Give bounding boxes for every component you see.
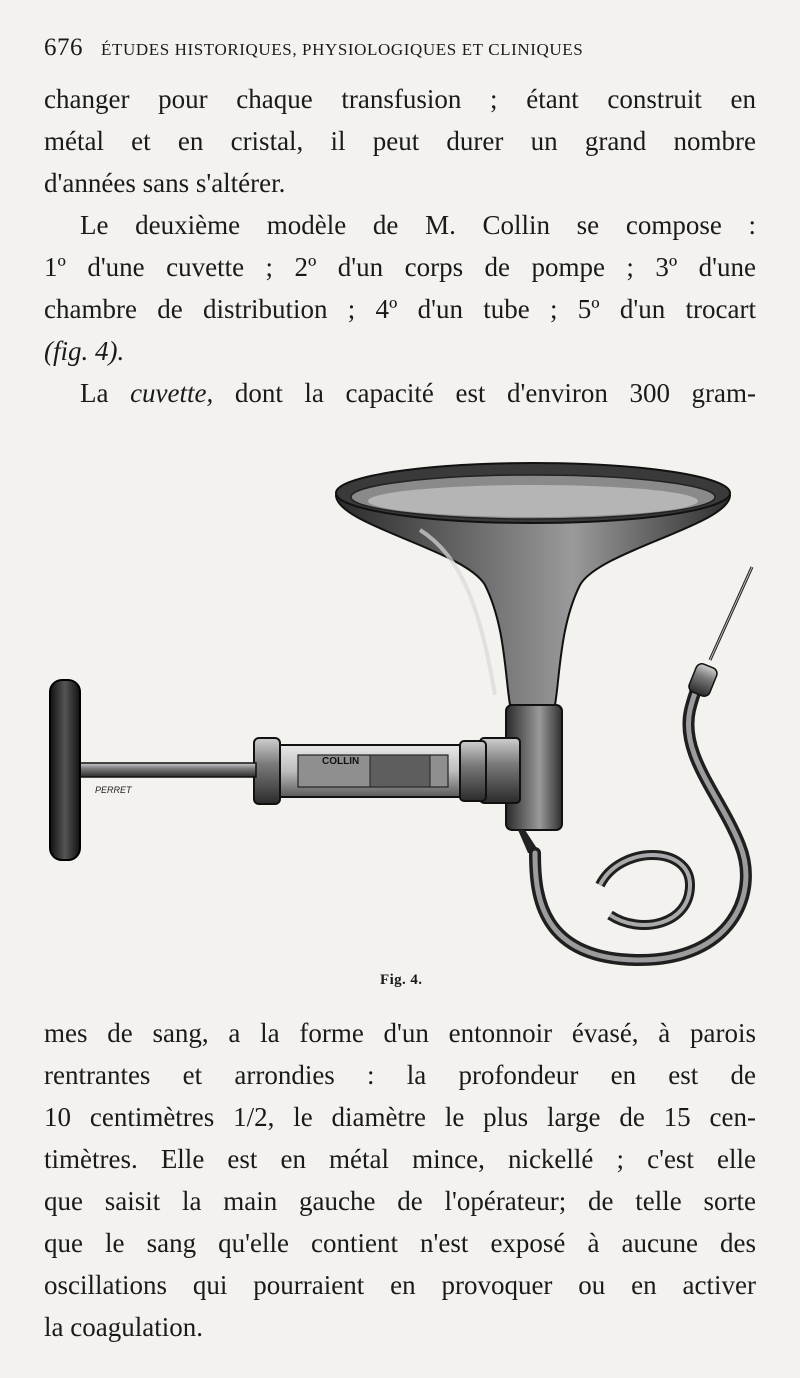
- distribution-chamber: [480, 705, 562, 853]
- text-line: timètres. Elle est en métal mince, nickellé ; c'est elle: [44, 1144, 756, 1174]
- pump-barrel: [254, 738, 486, 804]
- text-line: 1º d'une cuvette ; 2º d'un corps de pompe ; 3º d'une: [44, 252, 756, 282]
- paragraph-top: [44, 78, 756, 414]
- text-line: d'années sans s'altérer.: [44, 168, 286, 198]
- text-line: rentrantes et arrondies : la profondeur en est de: [44, 1060, 756, 1090]
- cuvette-funnel: [336, 463, 730, 705]
- page-number: 676: [44, 34, 83, 61]
- text-line: que saisit la main gauche de l'opérateur; de telle sorte: [44, 1186, 756, 1216]
- text-line: oscillations qui pourraient en provoquer ou en activer: [44, 1270, 756, 1300]
- text-line: chambre de distribution ; 4º d'un tube ; 5º d'un trocart: [44, 294, 756, 324]
- barrel-label: COLLIN: [322, 756, 360, 767]
- text-line: (fig. 4).: [44, 336, 125, 366]
- rubber-tube: [535, 680, 746, 960]
- text-span: dont la capacité est d'environ 300 gram-: [213, 378, 756, 408]
- text-line: mes de sang, a la forme d'un entonnoir évasé, à parois: [44, 1018, 756, 1048]
- text-line: que le sang qu'elle contient n'est exposé à aucune des: [44, 1228, 756, 1258]
- text-line: Le deuxième modèle de M. Collin se compose :: [80, 210, 756, 240]
- text-line: 10 centimètres 1/2, le diamètre le plus large de 15 cen-: [44, 1102, 756, 1132]
- running-head: ÉTUDES HISTORIQUES, PHYSIOLOGIQUES ET CLINIQUES: [101, 40, 584, 59]
- engraver-signature: PERRET: [95, 785, 132, 795]
- text-line: la coagulation.: [44, 1312, 203, 1342]
- figure-transfusion-apparatus: [40, 455, 760, 985]
- text-span: La: [80, 378, 131, 408]
- figure-caption: Fig. 4.: [380, 972, 423, 988]
- trocart-needle: [687, 567, 752, 698]
- apparatus-engraving: [40, 455, 760, 985]
- text-line: changer pour chaque transfusion ; étant construit en: [44, 84, 756, 114]
- page-header: [44, 34, 764, 64]
- text-line: métal et en cristal, il peut durer un grand nombre: [44, 126, 756, 156]
- term-cuvette: cuvette,: [130, 378, 214, 408]
- plunger: [50, 680, 256, 860]
- paragraph-bottom: [44, 1012, 756, 1348]
- text-line: [44, 372, 756, 414]
